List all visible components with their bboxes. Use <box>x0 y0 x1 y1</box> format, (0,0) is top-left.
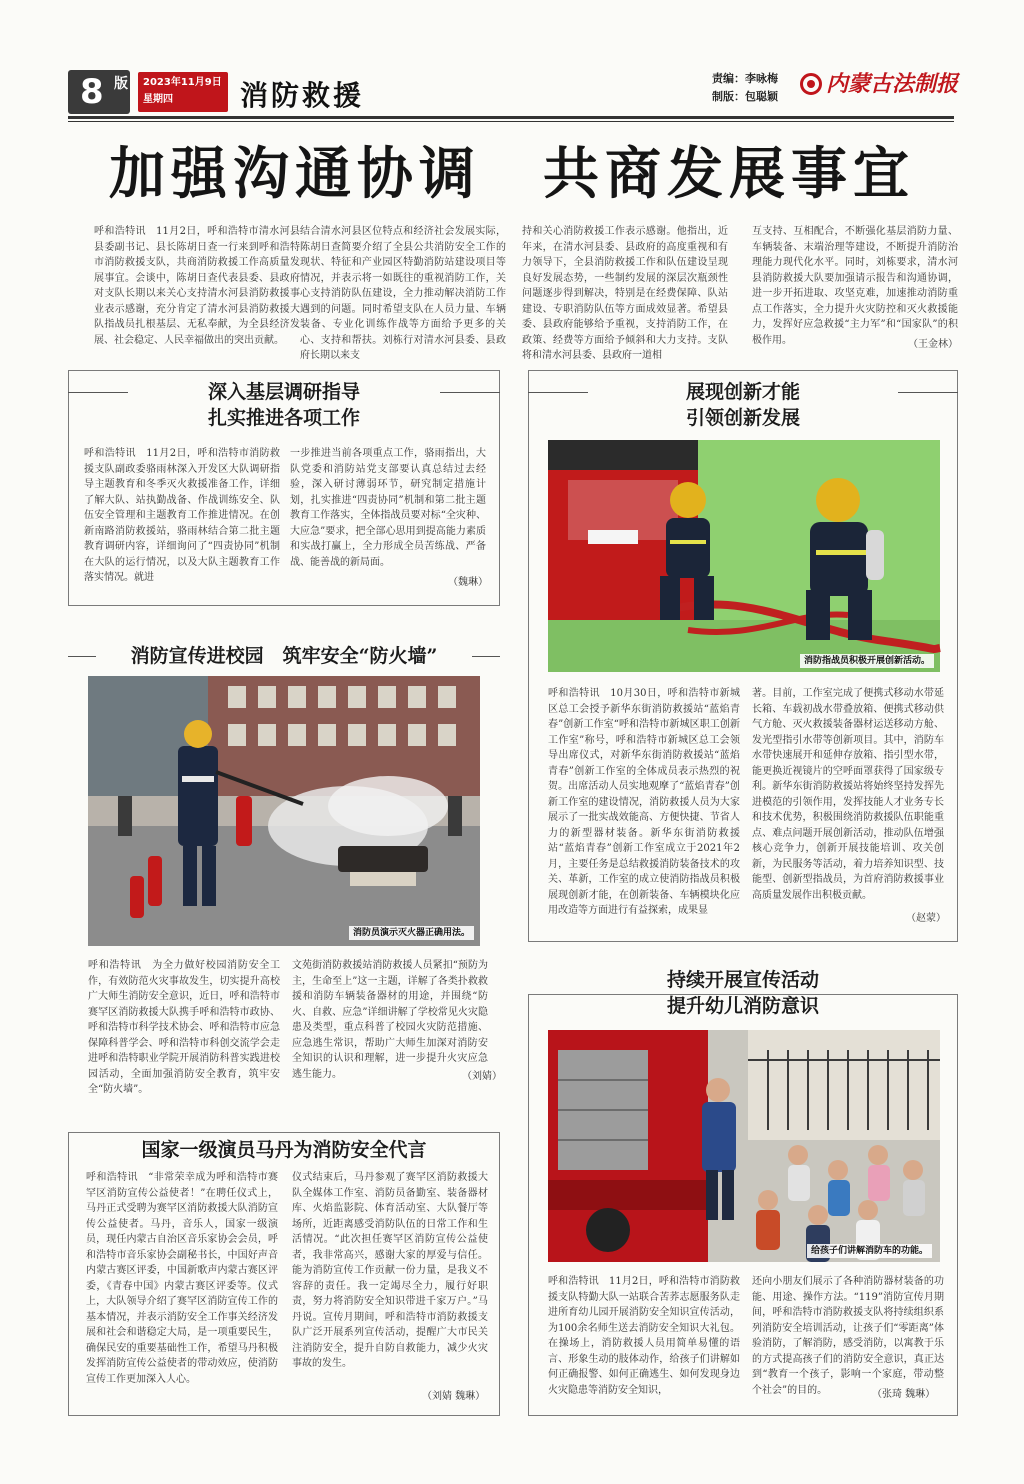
story-kindergarten-byline: （张琦 魏琳） <box>872 1389 936 1400</box>
innovation-firefighters-photo <box>548 440 940 672</box>
newspaper-name: 内蒙古法制报 <box>826 71 959 97</box>
title-rule <box>440 392 500 393</box>
innovation-photo-illustration <box>548 440 940 672</box>
story-research-title-2: 扎实推进各项工作 <box>207 407 360 429</box>
kindergarten-fire-truck-photo <box>548 1030 940 1262</box>
school-fire-drill-photo <box>88 676 480 946</box>
kindergarten-photo-caption: 给孩子们讲解消防车的功能。 <box>807 1244 932 1258</box>
school-photo-caption: 消防员演示灭火器正确用法。 <box>349 926 474 940</box>
title-rule <box>68 656 96 657</box>
lead-article-col-1: 呼和浩特讯 11月2日，呼和浩特市清水河县县委副书记、县长陈胡日查一行来到呼和浩特市消防救援支队，共商消防救援工作高质量发展事宜。会谈中，陈胡日查代表县委、县政府对支队长期以来关心支持清水河县消防救援事业表示感谢，充分肯定了清水河县消防救援大队指战员扎根基层、无私奉献，为全县经济发展、社会稳定、人民幸福做出的突出贡献。 <box>94 226 300 346</box>
page-label: 版 <box>114 76 128 92</box>
masthead <box>0 0 1024 130</box>
section-title: 消防救援 <box>240 79 365 112</box>
title-rule <box>472 656 500 657</box>
title-rule <box>898 392 958 393</box>
title-rule <box>528 392 588 393</box>
producer-credit: 制版：包聪颖 <box>712 90 778 103</box>
story-ambassador-title: 国家一级演员马丹为消防安全代言 <box>141 1139 427 1161</box>
story-research-byline: （魏琳） <box>448 577 488 588</box>
innovation-photo-caption: 消防指战员积极开展创新活动。 <box>800 654 934 668</box>
masthead-rule <box>68 116 954 119</box>
story-school-title: 消防宣传进校园 筑牢安全“防火墙” <box>130 645 438 667</box>
issue-date: 2023年11月9日 <box>143 77 222 88</box>
story-school-col-1: 呼和浩特讯 为全力做好校园消防安全工作，有效防范火灾事故发生，切实提升高校广大师生消防安全意识，近日，呼和浩特市赛罕区消防救援大队携手呼和浩特市政协、呼和浩特市科学技术协会、呼和浩特市应急保障科普学会、呼和浩特市科创交流学会走进呼和浩特职业学院开展消防科普实践进校园活动，全面加强消防安全教育，筑牢安全“防火墙”。 <box>88 960 280 1095</box>
story-innovation-byline: （赵蒙） <box>906 913 946 924</box>
story-ambassador-col-1: 呼和浩特讯 “非常荣幸成为呼和浩特市赛罕区消防宣传公益使者！”在聘任仪式上，马丹正式受聘为赛罕区消防救援大队消防宣传公益使者。马丹，音乐人，国家一级演员，现任内蒙古自治区音乐家协会会员，呼和浩特市音乐家协会副秘书长，中国好声音内蒙古赛区评委，中国新歌声内蒙古赛区评委，《青春中国》内蒙古赛区评委等。仪式上，大队领导介绍了赛罕区消防宣传工作的基本情况，并表示消防安全工作事关经济发展和社会和谐稳定大局，是一项重要民生，确保民安的重要基础性工作，希望马丹积极发挥消防宣传公益使者的带动效应，使消防宣传工作更加深入人心。 <box>86 1172 278 1385</box>
lead-article-col-4: 互支持、互相配合，不断强化基层消防力量、车辆装备、末端治理等建设，不断提升消防治理能力现代化水平。同时，刘栋要求，清水河县消防救援大队要加强请示报告和沟通协调，进一步开拓进取、攻坚克难，加速推动消防重点工作落实，全力提升火灾防控和灭火救援能力，发挥好应急救援“主力军”和“国家队”的积极作用。 <box>752 226 958 346</box>
story-research-col-1: 呼和浩特讯 11月2日，呼和浩特市消防救援支队副政委骆雨林深入开发区大队调研指导主题教育和冬季灭火救援准备工作，详细了解大队、站执勤战备、作战训练安全、队伍安全管理和主题教育工作推进情况。在创新南路消防救援站，骆雨林结合第二批主题教育调研内容，详细询问了“四责协同”机制在大队的运行情况，以及大队主题教育工作落实情况。就进 <box>84 448 280 583</box>
story-kindergarten-col-1: 呼和浩特讯 11月2日，呼和浩特市消防救援支队特勤大队一站联合苦荞志愿服务队走进所育幼儿园开展消防安全知识宣传活动，为100余名师生送去消防安全知识大礼包。在操场上，消防救援人员用简单易懂的语言、形象生动的肢体动作，给孩子们讲解如何正确报警、如何正确逃生、如何发现身边火灾隐患等消防安全知识， <box>548 1276 740 1396</box>
page-number: 8 <box>80 72 104 112</box>
story-kindergarten-title-1: 持续开展宣传活动 <box>666 969 819 991</box>
story-ambassador-byline: （刘婧 魏琳） <box>422 1391 486 1402</box>
story-kindergarten-col-2: 还向小朋友们展示了各种消防器材装备的功能、用途、操作方法。“119”消防宣传月期间，呼和浩特市消防救援支队将持续组织系列消防安全培训活动，让孩子们“零距离”体验消防，了解消防，感受消防，以寓教于乐的方式提高孩子们的消防安全意识，真正达到“教育一个孩子，影响一个家庭，带动整个社会”的目的。 <box>752 1276 944 1396</box>
lead-byline: （王金林） <box>908 339 958 350</box>
masthead-rule-thin <box>68 121 954 122</box>
story-research-title-1: 深入基层调研指导 <box>207 381 360 403</box>
story-research-col-2: 一步推进当前各项重点工作，骆雨指出，大队党委和消防站党支部要认真总结过去经验，深入研讨薄弱环节，研究制定措施计划，扎实推进“四责协同”机制和第二批主题教育工作落实，全体指战员要对标“全灾种、大应急”要求，把全部心思用到提高能力素质和实战打赢上，全力形成全员苦练战、严备战、能善战的新局面。 <box>290 448 486 568</box>
story-innovation-col-1: 呼和浩特讯 10月30日，呼和浩特市新城区总工会授予新华东街消防救援站“蓝焰青春”创新工作室“呼和浩特市新城区职工创新工作室”称号，呼和浩特市新城区总工会领导出席仪式，对新华东街消防救援站“蓝焰青春”创新工作室的全体成员表示热烈的祝贺。出席活动人员实地观摩了“蓝焰青春”创新工作室的建设情况，消防救援人员为大家展示了一批实战效能高、方便快捷、节省人力的新型器材装备。新华东街消防救援站“蓝焰青春”创新工作室成立于2021年2月，主要任务是总结救援消防装备技术的攻关、革新，工作室的成立使消防指战员积极展现创新才能，在创新装备、车辆模块化应用改造等方面进行有益探索，成果显 <box>548 688 740 916</box>
school-photo-illustration <box>88 676 480 946</box>
issue-weekday: 星期四 <box>143 94 173 105</box>
story-innovation-title-2: 引领创新发展 <box>685 407 800 429</box>
lead-article-col-2: 结合清水河县区位特点和经济社会发展实际，陈胡日查简要介绍了全县公共消防安全工作的现状、特征和产业园区特勤消防站建设项目等情况，并表示将一如既往的重视消防工作，关心支持消防队伍建设，全力推动解决消防工作遇到的问题。同时希望支队在人员力量、车辆装备、专业化训练作战等方面给予更多的关心、支持和帮扶。刘栋行对清水河县委、县政府长期以来支 <box>300 226 506 361</box>
editor-credit: 责编：李咏梅 <box>712 72 778 85</box>
lead-article-col-3: 持和关心消防救援工作表示感谢。他指出，近年来，在清水河县委、县政府的高度重视和有力领导下，全县消防救援工作和队伍建设呈现良好发展态势，一些制约发展的深层次瓶颈性问题逐步得到解决，特别是在经费保障、队站建设、专职消防队伍等方面成效显著。希望县委、县政府能够给予重视，支持消防工作，在政策、经费等方面给予倾斜和大力支持。支队将和清水河县委、县政府一道相 <box>522 226 728 361</box>
story-innovation-title-1: 展现创新才能 <box>685 381 800 403</box>
story-kindergarten-title-2: 提升幼儿消防意识 <box>666 995 819 1017</box>
story-school-byline: （刘婧） <box>462 1071 502 1082</box>
main-headline: 加强沟通协调 共商发展事宜 <box>109 141 915 207</box>
title-rule <box>68 392 128 393</box>
kindergarten-photo-illustration <box>548 1030 940 1262</box>
newspaper-logo-icon <box>800 73 822 95</box>
story-ambassador-col-2: 仪式结束后，马丹参观了赛罕区消防救援大队全媒体工作室、消防员备勤室、装备器材库、火焰监影院、体育活动室、大队餐厅等场所，近距离感受消防队伍的日常工作和生活情况。“此次担任赛罕区消防宣传公益使者，我非常高兴，感谢大家的厚爱与信任。能为消防宣传工作贡献一份力量，是我义不容辞的责任。我一定竭尽全力，履行好职责，努力将消防安全知识带进千家万户。”马丹说。宣传月期间，呼和浩特市消防救援支队广泛开展系列宣传活动，提醒广大市民关注消防安全，提升自防自救能力，减少火灾事故的发生。 <box>292 1172 488 1369</box>
story-school-col-2: 文苑街消防救援站消防救援人员紧扣“预防为主，生命至上”这一主题，详解了各类扑救救援和消防车辆装备器材的用途，并围绕“防火、自救、应急”详细讲解了学校常见火灾隐患及类型，重点科普了校园火灾防范措施、应急逃生常识，帮助广大师生加深对消防安全知识的认识和理解，进一步提升火灾应急逃生能力。 <box>292 960 488 1080</box>
story-innovation-col-2: 著。目前，工作室完成了便携式移动水带延长箱、车载初战水带叠放箱、便携式移动供气方舱、灭火救援装备器材运送移动方舱、发光型指引水带等创新项目。其中，消防车水带快速展开和延伸存放箱、指引型水带，能更换近视镜片的空呼面罩获得了国家级专利。新华东街消防救援站将始终坚持发挥先进模范的引领作用，发挥技能人才业务专长和技术优势，积极围绕消防救援队伍职能重点、难点问题开展创新活动，推动队伍增强核心竞争力，创新开展技能培训、攻关创新，为民服务等活动，着力培养知识型、技能型、创新型指战员，为首府消防救援事业高质量发展作出积极贡献。 <box>752 688 944 901</box>
